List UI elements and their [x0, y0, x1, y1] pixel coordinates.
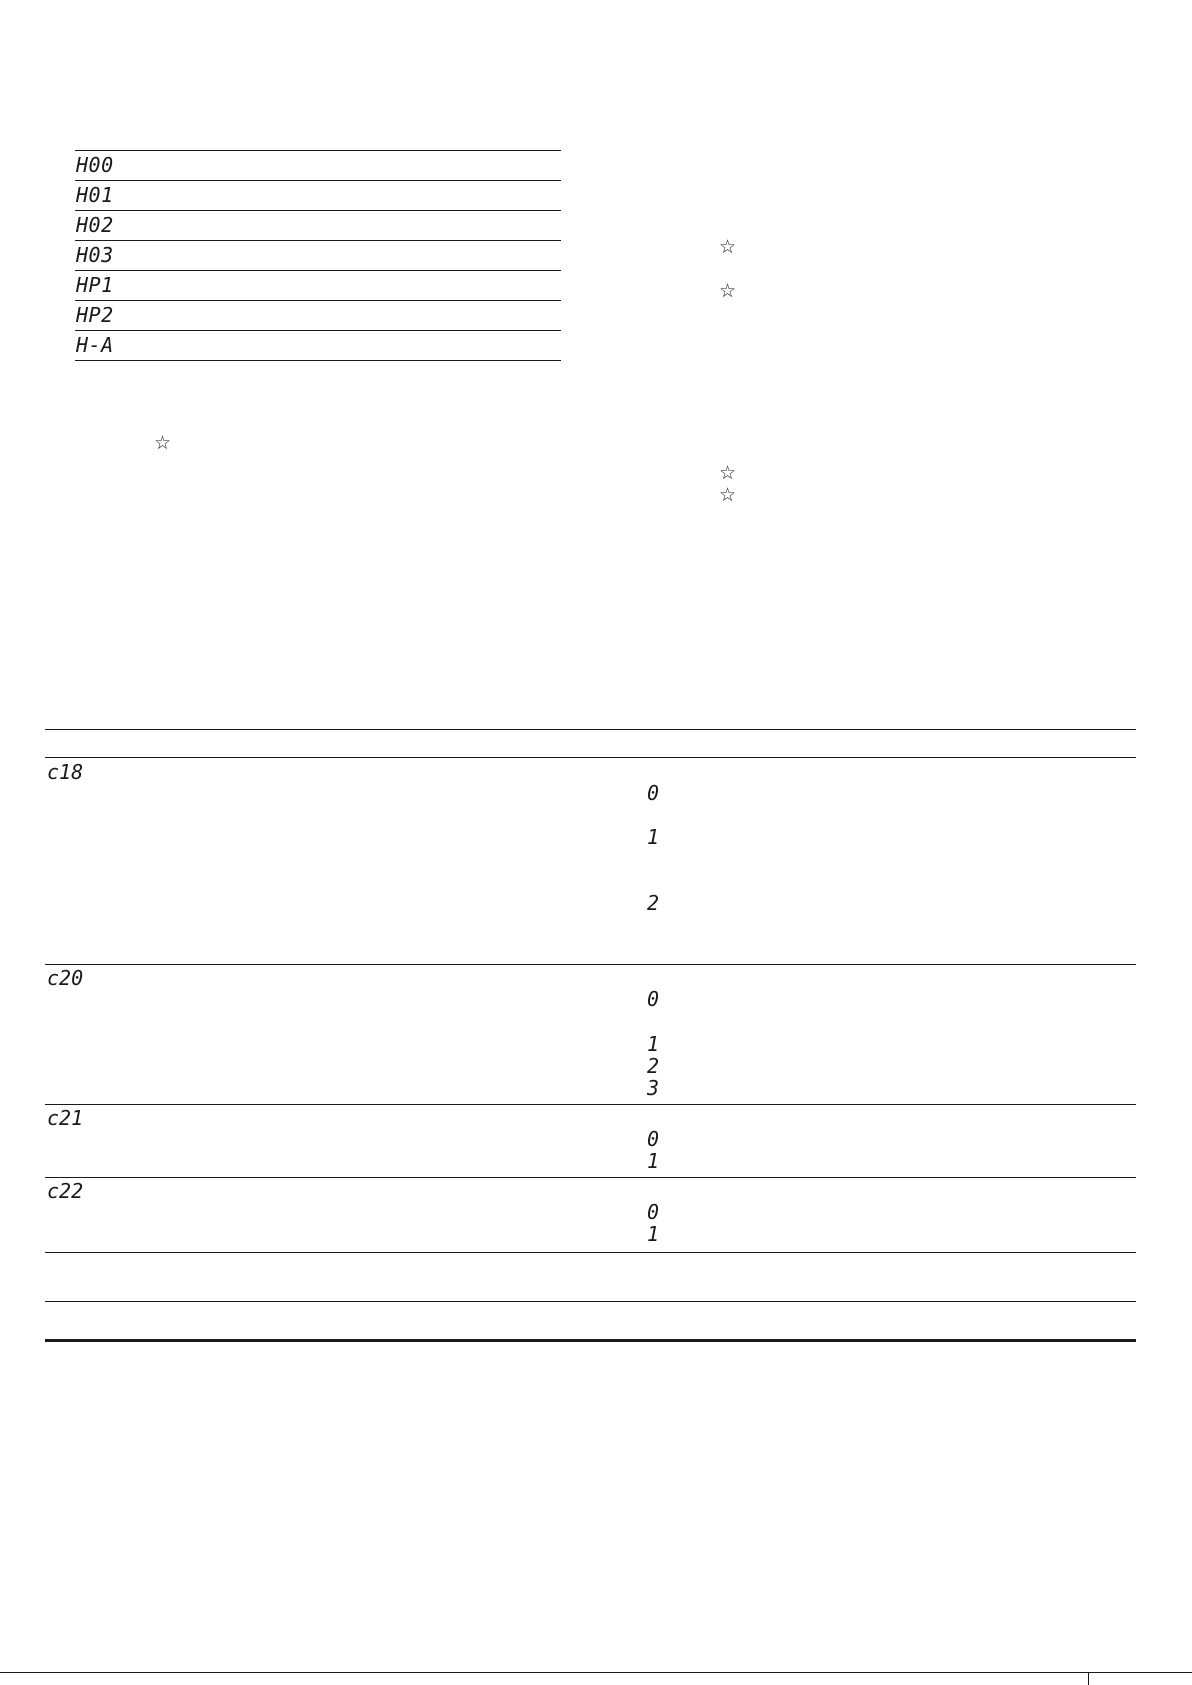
- setting-value: 0: [647, 1127, 660, 1151]
- row-divider: [45, 1252, 1136, 1253]
- setting-value: 3: [647, 1076, 660, 1100]
- star-icon: ☆: [719, 280, 737, 302]
- table-rule: [45, 1301, 1136, 1302]
- column-divider: [317, 151, 318, 180]
- column-divider: [317, 331, 318, 360]
- setting-value: 0: [647, 1200, 660, 1224]
- footer-rule: [0, 1672, 1192, 1673]
- setting-value: 0: [647, 987, 660, 1011]
- table-row: [75, 240, 561, 270]
- column-divider: [317, 301, 318, 330]
- display-code: H03: [76, 243, 114, 267]
- star-icon: ☆: [154, 432, 172, 454]
- table-row: [75, 210, 561, 240]
- table-row: [75, 300, 561, 330]
- display-code: HP1: [76, 273, 114, 297]
- table-row: [75, 180, 561, 210]
- star-icon: ☆: [719, 484, 737, 506]
- column-divider: [317, 271, 318, 300]
- setting-value: 1: [647, 1222, 660, 1246]
- table-row: [75, 270, 561, 300]
- setting-value: 2: [647, 1054, 660, 1078]
- row-divider: [45, 1104, 1136, 1105]
- setting-value: 1: [647, 1149, 660, 1173]
- row-divider: [45, 964, 1136, 965]
- table-row: [75, 150, 561, 180]
- table-bottom-rule: [45, 1339, 1136, 1342]
- display-code: H02: [76, 213, 114, 237]
- setting-value: 2: [647, 891, 660, 915]
- table-header-rule: [45, 757, 1136, 758]
- setting-value: 1: [647, 1032, 660, 1056]
- table-row: [75, 330, 561, 361]
- setting-value: 1: [647, 825, 660, 849]
- table-rule: [45, 729, 1136, 730]
- column-divider: [317, 181, 318, 210]
- footer-divider: [1088, 1672, 1089, 1685]
- display-code: H01: [76, 183, 114, 207]
- setting-code: c18: [47, 760, 84, 784]
- star-icon: ☆: [719, 236, 737, 258]
- setting-code: c20: [47, 966, 84, 990]
- column-divider: [317, 241, 318, 270]
- setting-value: 0: [647, 781, 660, 805]
- column-divider: [317, 211, 318, 240]
- star-icon: ☆: [719, 462, 737, 484]
- code-table: [75, 150, 561, 361]
- display-code: H-A: [76, 333, 114, 357]
- setting-code: c21: [47, 1106, 84, 1130]
- setting-code: c22: [47, 1179, 84, 1203]
- display-code: H00: [76, 153, 114, 177]
- display-code: HP2: [76, 303, 114, 327]
- row-divider: [45, 1177, 1136, 1178]
